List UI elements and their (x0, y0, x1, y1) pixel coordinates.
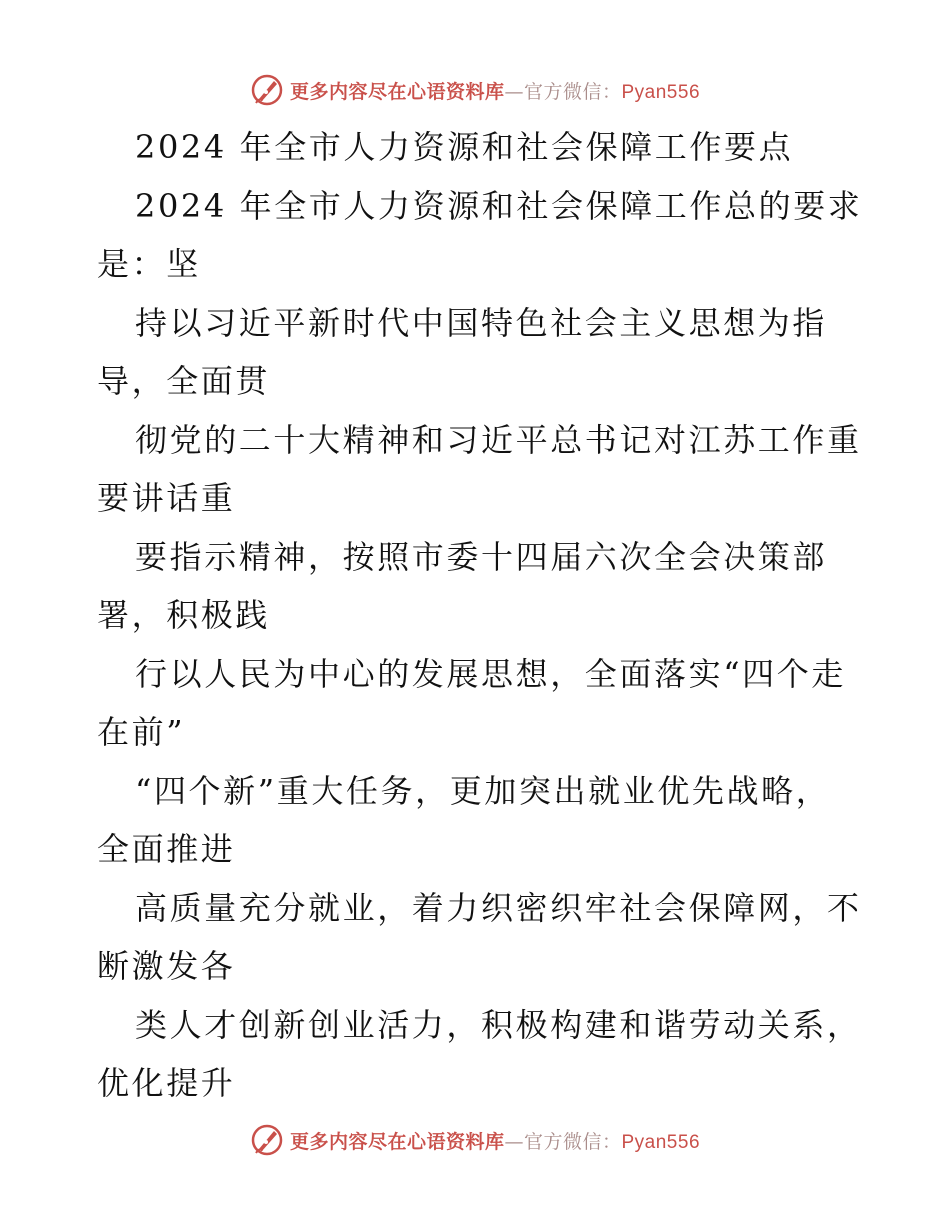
watermark-text (290, 1127, 700, 1154)
paragraph-line: 全面推进 (97, 830, 236, 868)
paragraph-line: 彻党的二十大精神和习近平总书记对江苏工作重 (135, 420, 862, 459)
paragraph-line: 署，积极践 (97, 596, 271, 634)
paragraph-line: 2024 年全市人力资源和社会保障工作总的要求 (135, 186, 863, 225)
watermark-wechat-id: Pyan556 (621, 1131, 701, 1153)
paragraph-line: 是：坚 (97, 245, 201, 283)
quill-logo-icon (250, 1123, 284, 1157)
document-body (97, 118, 867, 1113)
paragraph-line: 行以人民为中心的发展思想，全面落实“四个走 (135, 654, 846, 693)
paragraph-line: 要讲话重 (97, 479, 236, 517)
paragraph-line: 高质量充分就业，着力织密织牢社会保障网，不 (135, 888, 862, 927)
watermark-wechat-label: —官方微信： (504, 1130, 622, 1153)
paragraph-line: 在前” (97, 713, 186, 751)
paragraph-line: 断激发各 (97, 947, 236, 985)
paragraph-line: 要指示精神，按照市委十四届六次全会决策部 (135, 537, 828, 576)
watermark-header (0, 70, 950, 110)
watermark-site-name: 更多内容尽在心语资料库 (289, 80, 505, 103)
paragraph-line: 导，全面贯 (97, 362, 271, 400)
paragraph-line: 类人才创新创业活力，积极构建和谐劳动关系， (135, 1005, 862, 1044)
watermark-footer (0, 1120, 950, 1160)
watermark-wechat-id: Pyan556 (621, 81, 701, 103)
watermark-site-name: 更多内容尽在心语资料库 (289, 1130, 505, 1153)
paragraph-line: “四个新”重大任务，更加突出就业优先战略， (135, 771, 831, 810)
watermark-text (290, 77, 700, 104)
paragraph-line: 优化提升 (97, 1064, 236, 1102)
document-title: 2024 年全市人力资源和社会保障工作要点 (135, 128, 794, 166)
quill-logo-icon (250, 73, 284, 107)
watermark-wechat-label: —官方微信： (504, 80, 622, 103)
paragraph-line: 持以习近平新时代中国特色社会主义思想为指 (135, 303, 828, 342)
